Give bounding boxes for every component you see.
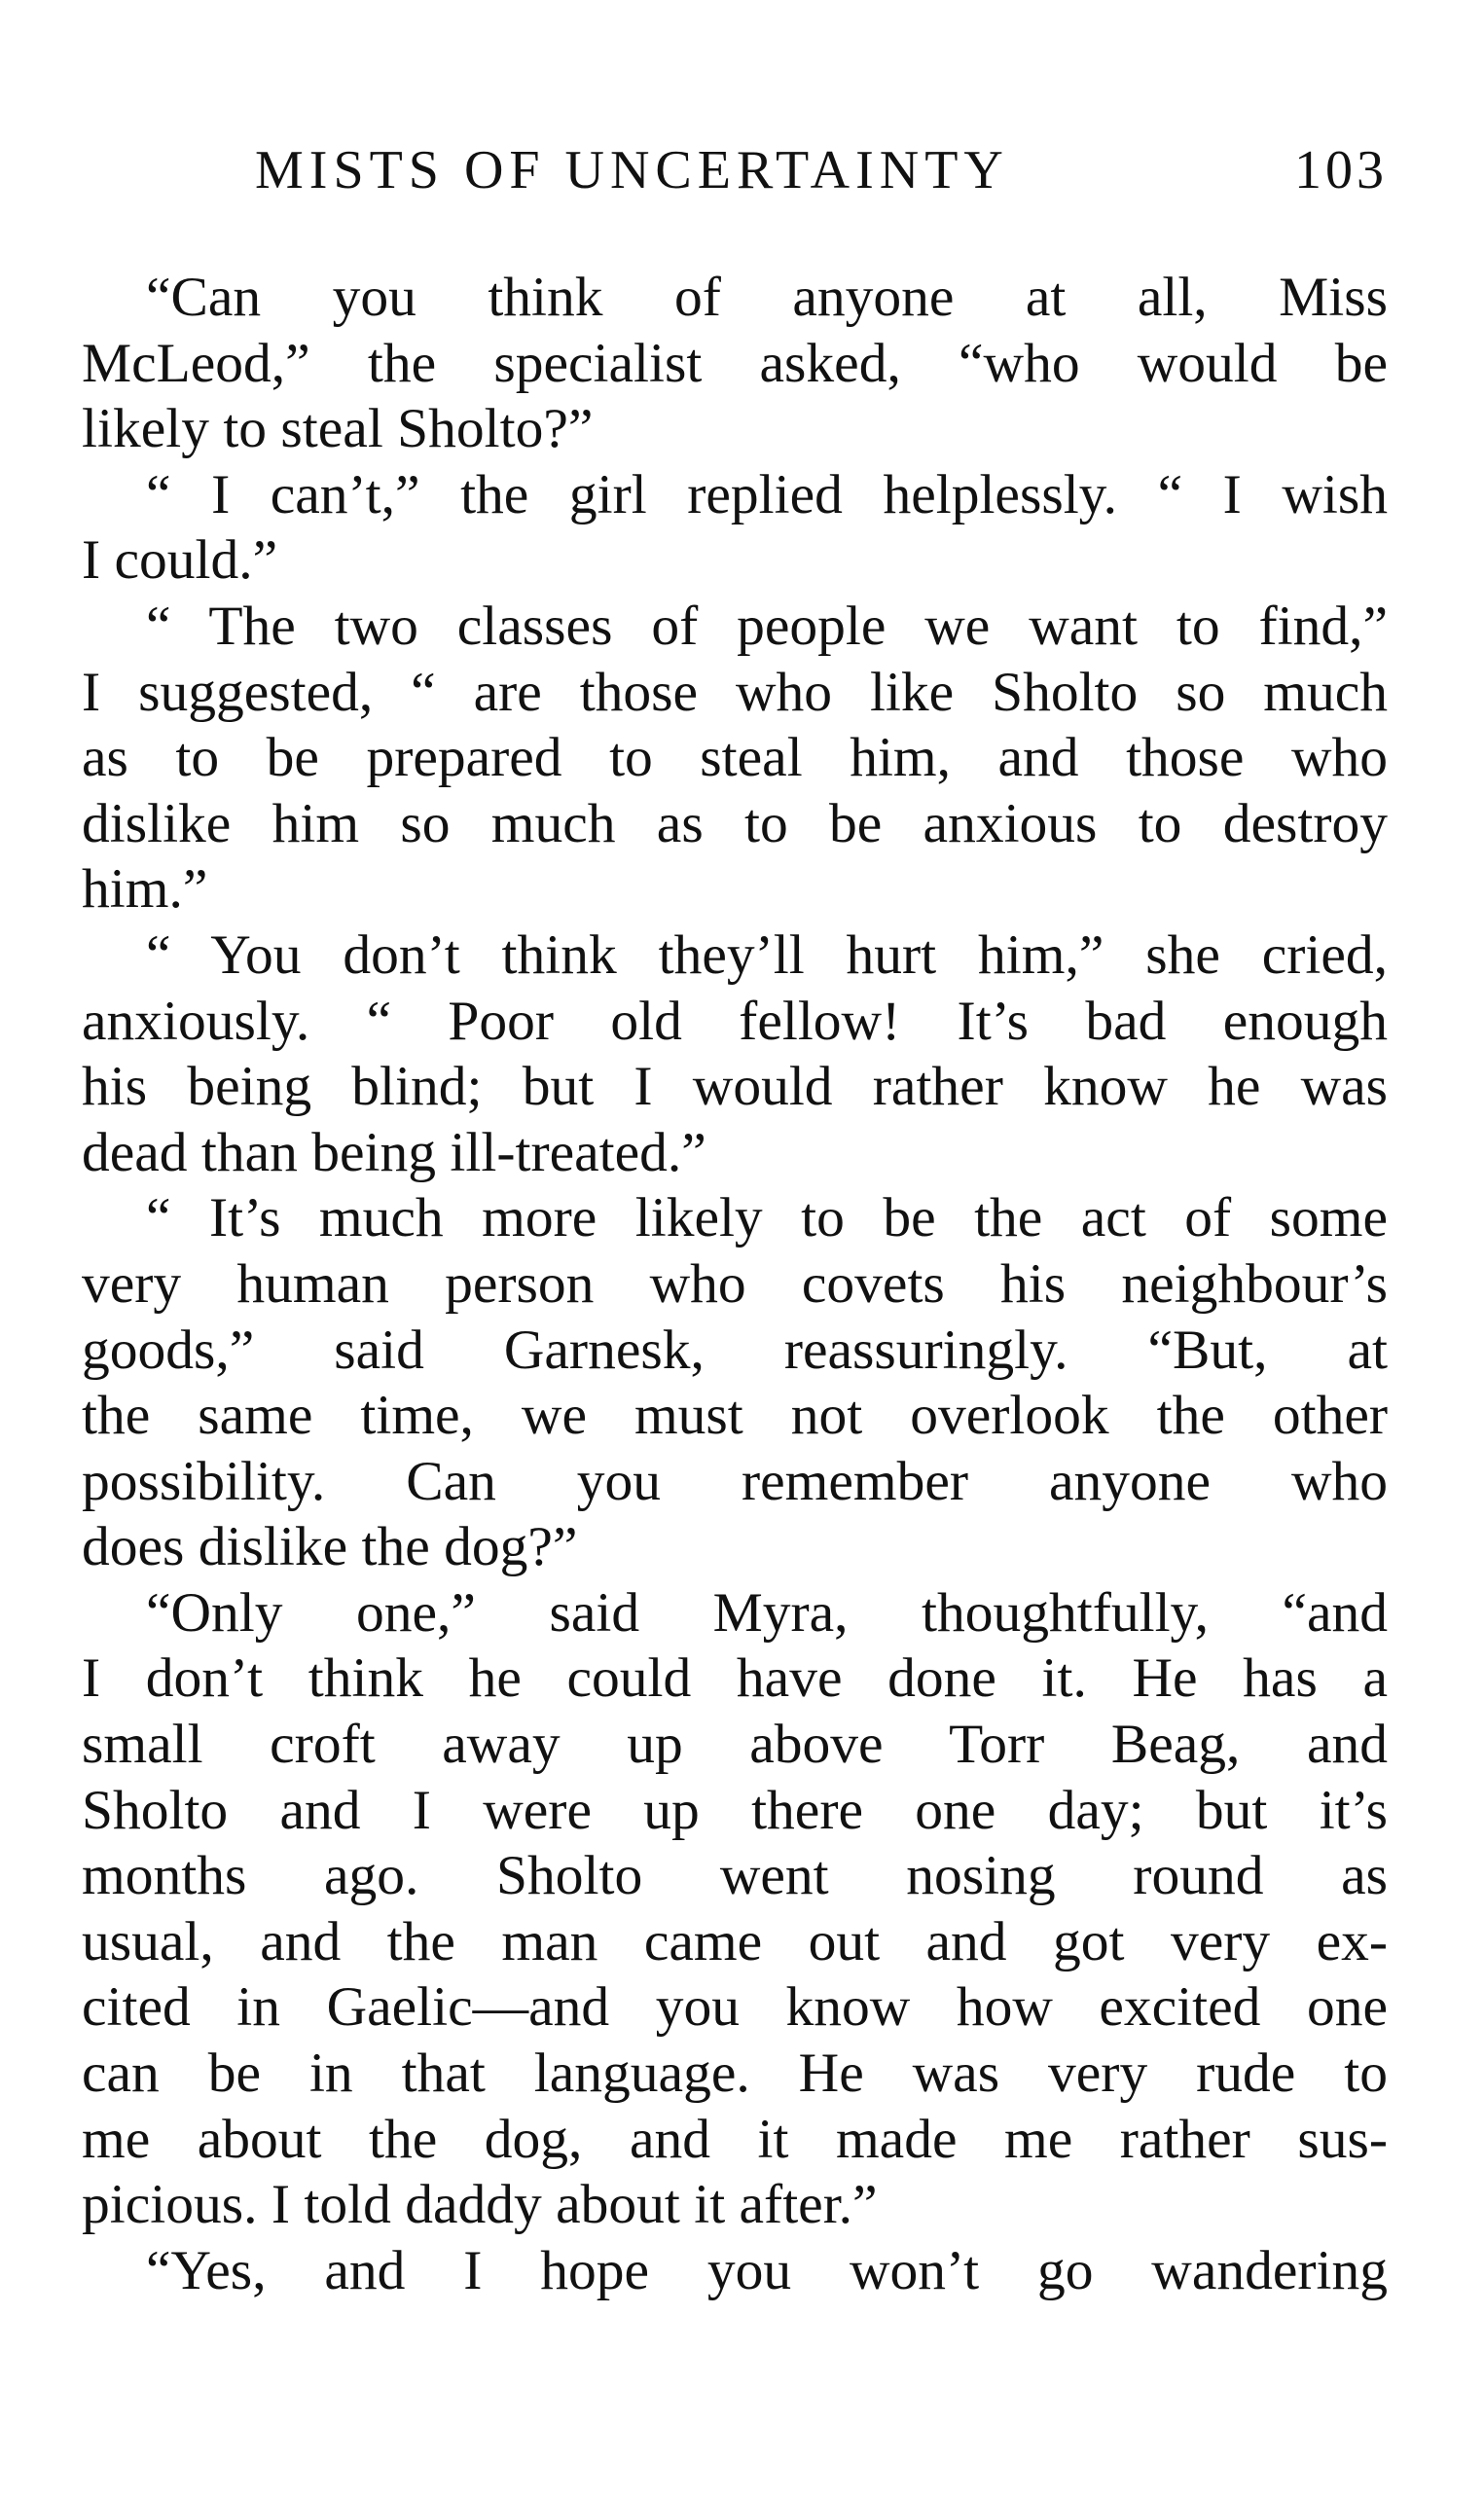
text-line: him.”: [82, 858, 208, 921]
text-line: “ I can’t,” the girl replied helplessly. “ I wish: [146, 463, 1388, 525]
running-title: MISTS OF UNCERTAINTY: [255, 140, 1009, 200]
text-line: anxiously. “ Poor old fellow! It’s bad enough: [82, 990, 1388, 1052]
text-line: I suggested, “ are those who like Sholto so much: [82, 661, 1388, 723]
text-line: me about the dog, and it made me rather sus-: [82, 2108, 1388, 2170]
text-line: “ The two classes of people we want to find,”: [146, 595, 1388, 657]
text-line: can be in that language. He was very rude to: [82, 2043, 1388, 2105]
text-line: goods,” said Garnesk, reassuringly. “But, at: [82, 1319, 1388, 1381]
text-line: likely to steal Sholto?”: [82, 398, 594, 460]
text-line: does dislike the dog?”: [82, 1516, 578, 1578]
text-line: “ It’s much more likely to be the act of some: [146, 1187, 1388, 1249]
text-line: I don’t think he could have done it. He has a: [82, 1647, 1388, 1710]
text-line: “Yes, and I hope you won’t go wandering: [146, 2239, 1388, 2301]
text-line: “Only one,” said Myra, thoughtfully, “and: [146, 1581, 1388, 1644]
text-line: usual, and the man came out and got very ex-: [82, 1910, 1388, 1972]
text-line: “ You don’t think they’ll hurt him,” she cried,: [146, 923, 1388, 986]
text-line: McLeod,” the specialist asked, “who would be: [82, 332, 1388, 394]
page-number: 103: [1294, 140, 1388, 200]
text-line: cited in Gaelic—and you know how excited one: [82, 1976, 1388, 2039]
text-line: picious. I told daddy about it after.”: [82, 2174, 878, 2236]
text-line: his being blind; but I would rather know he was: [82, 1056, 1388, 1118]
text-line: Sholto and I were up there one day; but it’s: [82, 1779, 1388, 1841]
text-line: possibility. Can you remember anyone who: [82, 1450, 1388, 1512]
text-line: “Can you think of anyone at all, Miss: [146, 267, 1388, 328]
text-line: dead than being ill-treated.”: [82, 1121, 706, 1183]
text-line: months ago. Sholto went nosing round as: [82, 1845, 1388, 1907]
text-line: as to be prepared to steal him, and those who: [82, 727, 1388, 789]
text-line: very human person who covets his neighbour’s: [82, 1252, 1388, 1315]
text-line: dislike him so much as to be anxious to destroy: [82, 792, 1388, 854]
text-line: I could.”: [82, 529, 278, 592]
running-head: [255, 131, 1388, 209]
body-text: [82, 265, 1388, 2303]
text-line: small croft away up above Torr Beag, and: [82, 1714, 1388, 1776]
text-line: the same time, we must not overlook the other: [82, 1385, 1388, 1447]
